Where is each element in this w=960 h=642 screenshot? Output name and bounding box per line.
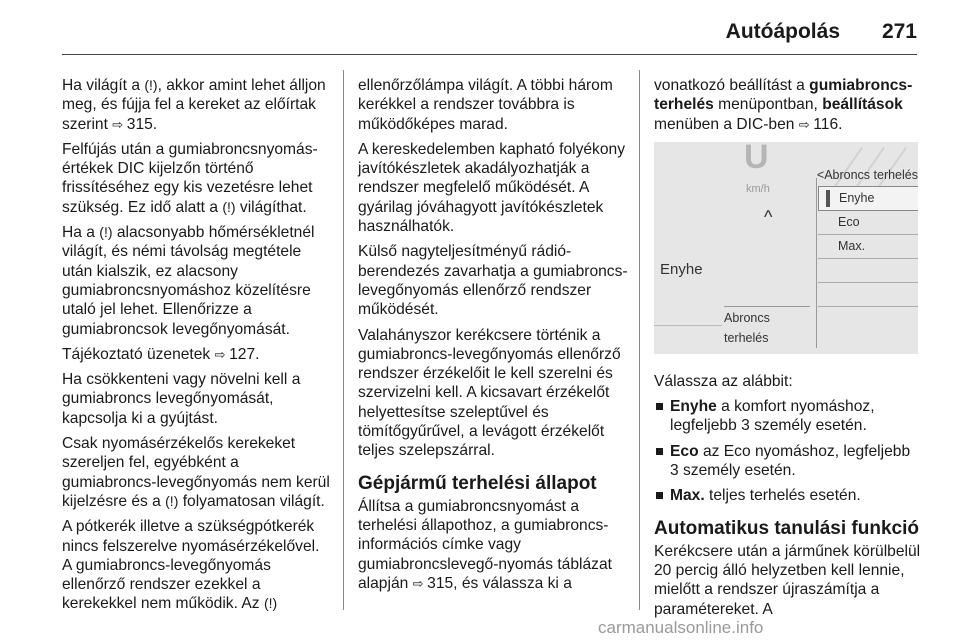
tire-pressure-warning-icon: (!) bbox=[222, 198, 236, 215]
paragraph: Ha világít a (!), akkor amint lehet álljon meg, és fújja fel a kereket az előírtak szerint ⇨ 315. bbox=[62, 77, 326, 133]
chevron-up-icon: ^ bbox=[764, 206, 773, 227]
speed-unit: km/h bbox=[746, 182, 770, 195]
dic-option-selected: Enyhe bbox=[818, 186, 918, 211]
paragraph: Ha a (!) alacsonyabb hőmérsékletnél világít, és némi távolság megtétele után kialszik, ez alacsony gumiabroncsnyomáshoz közelítésre utaló jel lehet. Ellenőrizze a gumiabroncsok levegőnyomását. bbox=[62, 224, 315, 338]
tire-pressure-warning-icon: (!) bbox=[165, 492, 179, 509]
menu-name: beállítások bbox=[822, 96, 903, 114]
page-number: 271 bbox=[881, 20, 917, 43]
paragraph: vonatkozó beállítást a gumiabroncs-terhelés menüpontban, beállítások menüben a DIC-ben ⇨ 116. bbox=[654, 77, 913, 133]
list-item: Enyhe a komfort nyomáshoz, legfeljebb 3 személy esetén. bbox=[654, 397, 922, 436]
page-ref-arrow-icon: ⇨ bbox=[112, 116, 127, 132]
page-reference[interactable]: 127. bbox=[229, 345, 260, 363]
paragraph: A pótkerék illetve a szükségpótkerék nincs felszerelve nyomásérzékelővel. A gumiabroncs-levegőnyomás ellenőrző rendszer ezekkel a kerekekkel nem működik. Az (!) bbox=[62, 518, 320, 613]
dic-display-illustration bbox=[654, 142, 918, 354]
paragraph: Kerékcsere után a járműnek körülbelül 20 percig álló helyzetben kell lennie, mielőtt a rendszer újraszámítja a paramétereket. A bbox=[654, 542, 921, 618]
column-left bbox=[62, 76, 332, 620]
page-ref-arrow-icon: ⇨ bbox=[214, 346, 230, 362]
dic-option: Max. bbox=[818, 235, 918, 259]
page-reference[interactable]: 315. bbox=[126, 115, 158, 133]
dic-option: Eco bbox=[818, 211, 918, 235]
divider bbox=[654, 325, 722, 326]
paragraph: Csak nyomásérzékelős kerekeket szereljen fel, egyébként a gumiabroncs-levegőnyomás nem kerül kijelzésre és a (!) folyamatosan világít. bbox=[62, 435, 330, 510]
option-list bbox=[654, 397, 922, 505]
list-item: Eco az Eco nyomáshoz, legfeljebb 3 személy esetén. bbox=[654, 442, 922, 481]
page-title: Autóápolás bbox=[725, 20, 840, 43]
column-divider bbox=[639, 70, 640, 610]
page-ref-arrow-icon: ⇨ bbox=[798, 116, 814, 132]
column-middle bbox=[358, 76, 628, 599]
dic-option-list bbox=[818, 186, 918, 307]
chevron-left-icon: < bbox=[816, 167, 825, 182]
dic-bottom-tab: Abroncs terhelés bbox=[724, 306, 810, 348]
paragraph: A kereskedelemben kapható folyékony javítókészletek akadályozhatják a rendszer megfelelő működését. A gyárilag jóváhagyott javítókészletek használhatók. bbox=[358, 140, 625, 236]
section-heading: Gépjármű terhelési állapot bbox=[358, 472, 597, 494]
tire-pressure-warning-icon: (!) bbox=[263, 595, 278, 612]
paragraph: Valahányszor kerékcsere történik a gumiabroncs-levegőnyomás ellenőrző rendszer érzékelőit le kell szerelni és szervizelni kell. A kicsavart érzékelőt helyettesítse szeleptűvel és tömítőgyűrűvel, a levágott érzékelőt teljes szelepszárral. bbox=[358, 326, 621, 460]
paragraph: Állítsa a gumiabroncsnyomást a terhelési állapothoz, a gumiabroncs-információs címke vagy gumiabroncslevegő-nyomás táblázat alapján ⇨ 315, és válassza ki a bbox=[358, 497, 612, 592]
page-reference[interactable]: 116. bbox=[813, 115, 843, 133]
paragraph: ellenőrzőlámpa világít. A többi három kerékkel a rendszer továbbra is működőképes marad. bbox=[358, 77, 613, 133]
column-right bbox=[654, 76, 922, 625]
watermark: carmanualsonline.info bbox=[598, 618, 764, 637]
tire-pressure-warning-icon: (!) bbox=[99, 224, 113, 241]
paragraph: Külső nagyteljesítményű rádió-berendezés zavarhatja a gumiabroncs-levegőnyomás ellenőrző rendszer működését. bbox=[358, 243, 628, 319]
paragraph: Ha csökkenteni vagy növelni kell a gumiabroncs levegőnyomását, kapcsolja ki a gyújtást. bbox=[62, 371, 301, 427]
page-header bbox=[0, 0, 960, 60]
section-heading: Automatikus tanulási funkció bbox=[654, 517, 919, 539]
paragraph: Felfújás után a gumiabroncsnyomás-értékek DIC kijelzőn történő frissítéséhez egy kis vezetésre lehet szükség. Ez idő alatt a (!) világíthat. bbox=[62, 140, 318, 216]
dic-option-empty bbox=[818, 283, 918, 307]
page-ref-arrow-icon: ⇨ bbox=[412, 575, 428, 591]
menu-name: gumiabroncs-terhelés bbox=[654, 77, 913, 114]
selection-indicator bbox=[826, 190, 830, 207]
list-item: Max. teljes terhelés esetén. bbox=[654, 486, 922, 505]
paragraph: Tájékoztató üzenetek ⇨ 127. bbox=[62, 345, 260, 363]
tire-pressure-warning-icon: (!) bbox=[144, 77, 158, 93]
speedometer-digit: U bbox=[744, 141, 769, 176]
dic-current-value: Enyhe bbox=[660, 260, 703, 278]
dic-option-empty bbox=[818, 259, 918, 283]
divider bbox=[816, 178, 817, 348]
header-divider bbox=[62, 54, 917, 55]
column-divider bbox=[343, 70, 344, 610]
paragraph: Válassza az alábbit: bbox=[654, 372, 793, 390]
page-reference[interactable]: 315 bbox=[427, 574, 454, 592]
dic-menu-title: <Abroncs terhelés bbox=[816, 167, 918, 182]
